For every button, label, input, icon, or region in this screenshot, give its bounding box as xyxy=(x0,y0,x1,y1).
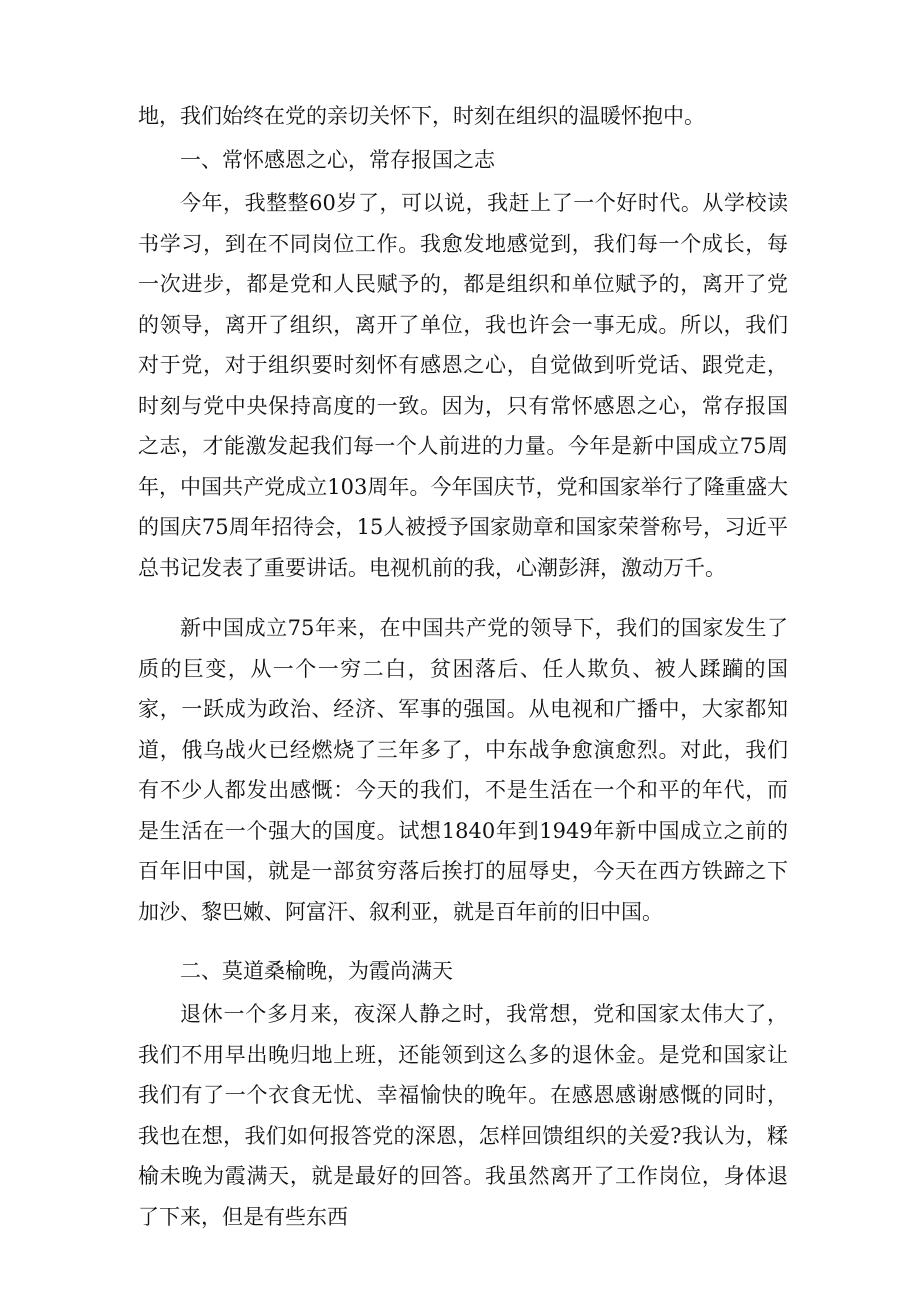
paragraph-new-china: 新中国成立75年来，在中国共产党的领导下，我们的国家发生了质的巨变，从一个一穷二白，贫困落后、任人欺负、被人蹂躏的国家，一跃成为政治、经济、军事的强国。从电视和广播中，大家都知道，俄乌战火已经燃烧了三年多了，中东战争愈演愈烈。对此，我们有不少人都发出感慨：今天的我们，不是生活在一个和平的年代，而是生活在一个强大的国度。试想1840年到1949年新中国成立之前的百年旧中国，就是一部贫穷落后挨打的屈辱史，今天在西方铁蹄之下加沙、黎巴嫩、阿富汗、叙利亚，就是百年前的旧中国。 xyxy=(138,616,788,924)
section-heading-2: 二、莫道桑榆晚，为霞尚满天 xyxy=(180,959,453,983)
section-heading-1: 一、常怀感恩之心，常存报国之志 xyxy=(180,148,495,172)
paragraph-retirement: 退休一个多月来，夜深人静之时，我常想，党和国家太伟大了，我们不用早出晚归地上班，还能领到这么多的退休金。是党和国家让我们有了一个衣食无忧、幸福愉快的晚年。在感恩感谢感慨的同时，我也在想，我们如何报答党的深恩，怎样回馈组织的关爱?我认为，糅榆未晚为霞满天，就是最好的回答。我虽然离开了工作岗位，身体退了下来，但是有些东西 xyxy=(138,1002,788,1229)
paragraph-continuation: 地，我们始终在党的亲切关怀下，时刻在组织的温暖怀抱中。 xyxy=(138,104,705,128)
paragraph-gratitude: 今年，我整整60岁了，可以说，我赶上了一个好时代。从学校读书学习，到在不同岗位工作。我愈发地感觉到，我们每一个成长，每一次进步，都是党和人民赋予的，都是组织和单位赋予的，离开了党的领导，离开了组织，离开了单位，我也许会一事无成。所以，我们对于党，对于组织要时刻怀有感恩之心，自觉做到听党话、跟党走，时刻与党中央保持高度的一致。因为，只有常怀感恩之心，常存报国之志，才能激发起我们每一个人前进的力量。今年是新中国成立75周年，中国共产党成立103周年。今年国庆节，党和国家举行了隆重盛大的国庆75周年招待会，15人被授予国家勋章和国家荣誉称号，习近平总书记发表了重要讲话。电视机前的我，心潮彭湃，激动万千。 xyxy=(138,191,788,580)
